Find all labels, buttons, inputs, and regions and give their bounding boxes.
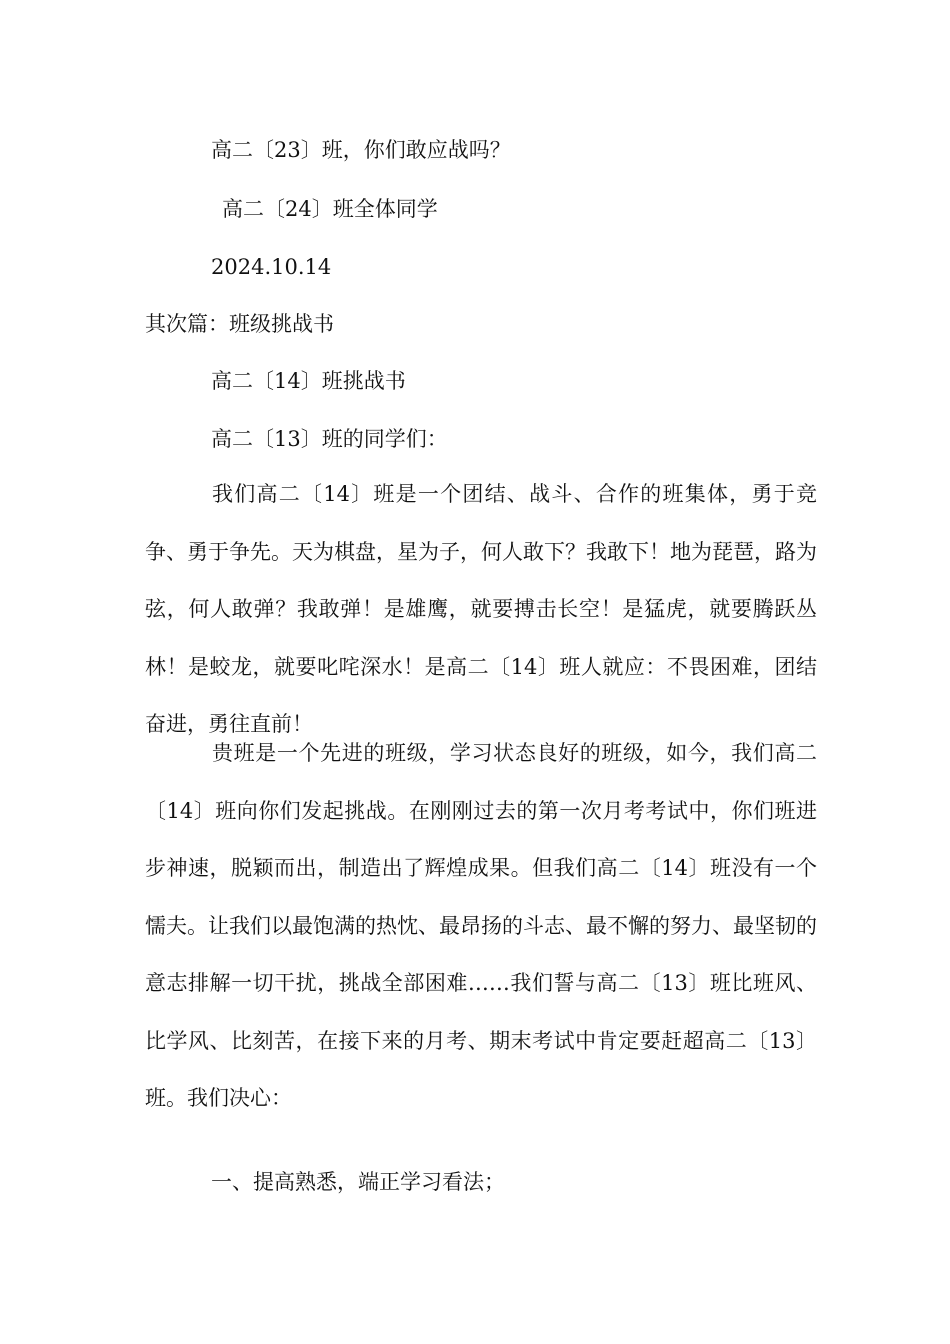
resolution-item-1: 一、提高熟悉，端正学习看法； [211, 1170, 505, 1194]
letter-date: 2024.10.14 [211, 255, 332, 279]
section-heading: 其次篇：班级挑战书 [145, 312, 334, 336]
body-paragraph-2: 贵班是一个先进的班级，学习状态良好的班级，如今，我们高二〔14〕班向你们发起挑战。在刚刚过去的第一次月考考试中，你们班进步神速，脱颖而出，制造出了辉煌成果。但我们高二〔14〕班没有一个懦夫。让我们以最饱满的热忱、最昂扬的斗志、最不懈的努力、最坚韧的意志排解一切干扰，挑战全部困难……我们誓与高二〔13〕班比班风、比学风、比刻苦，在接下来的月考、期末考试中肯定要赶超高二〔13〕班。我们决心： [145, 741, 817, 1110]
letter-title: 高二〔14〕班挑战书 [211, 369, 406, 393]
closing-challenge: 高二〔23〕班，你们敢应战吗？ [211, 138, 511, 162]
salutation: 高二〔13〕班的同学们： [211, 427, 448, 451]
body-paragraph-1: 我们高二〔14〕班是一个团结、战斗、合作的班集体，勇于竞争、勇于争先。天为棋盘，星为子，何人敢下？我敢下！地为琵琶，路为弦，何人敢弹？我敢弹！是雄鹰，就要搏击长空！是猛虎，就要腾跃丛林！是蛟龙，就要叱咤深水！是高二〔14〕班人就应：不畏困难，团结奋进，勇往直前！ [145, 482, 817, 736]
signature: 高二〔24〕班全体同学 [222, 197, 438, 221]
